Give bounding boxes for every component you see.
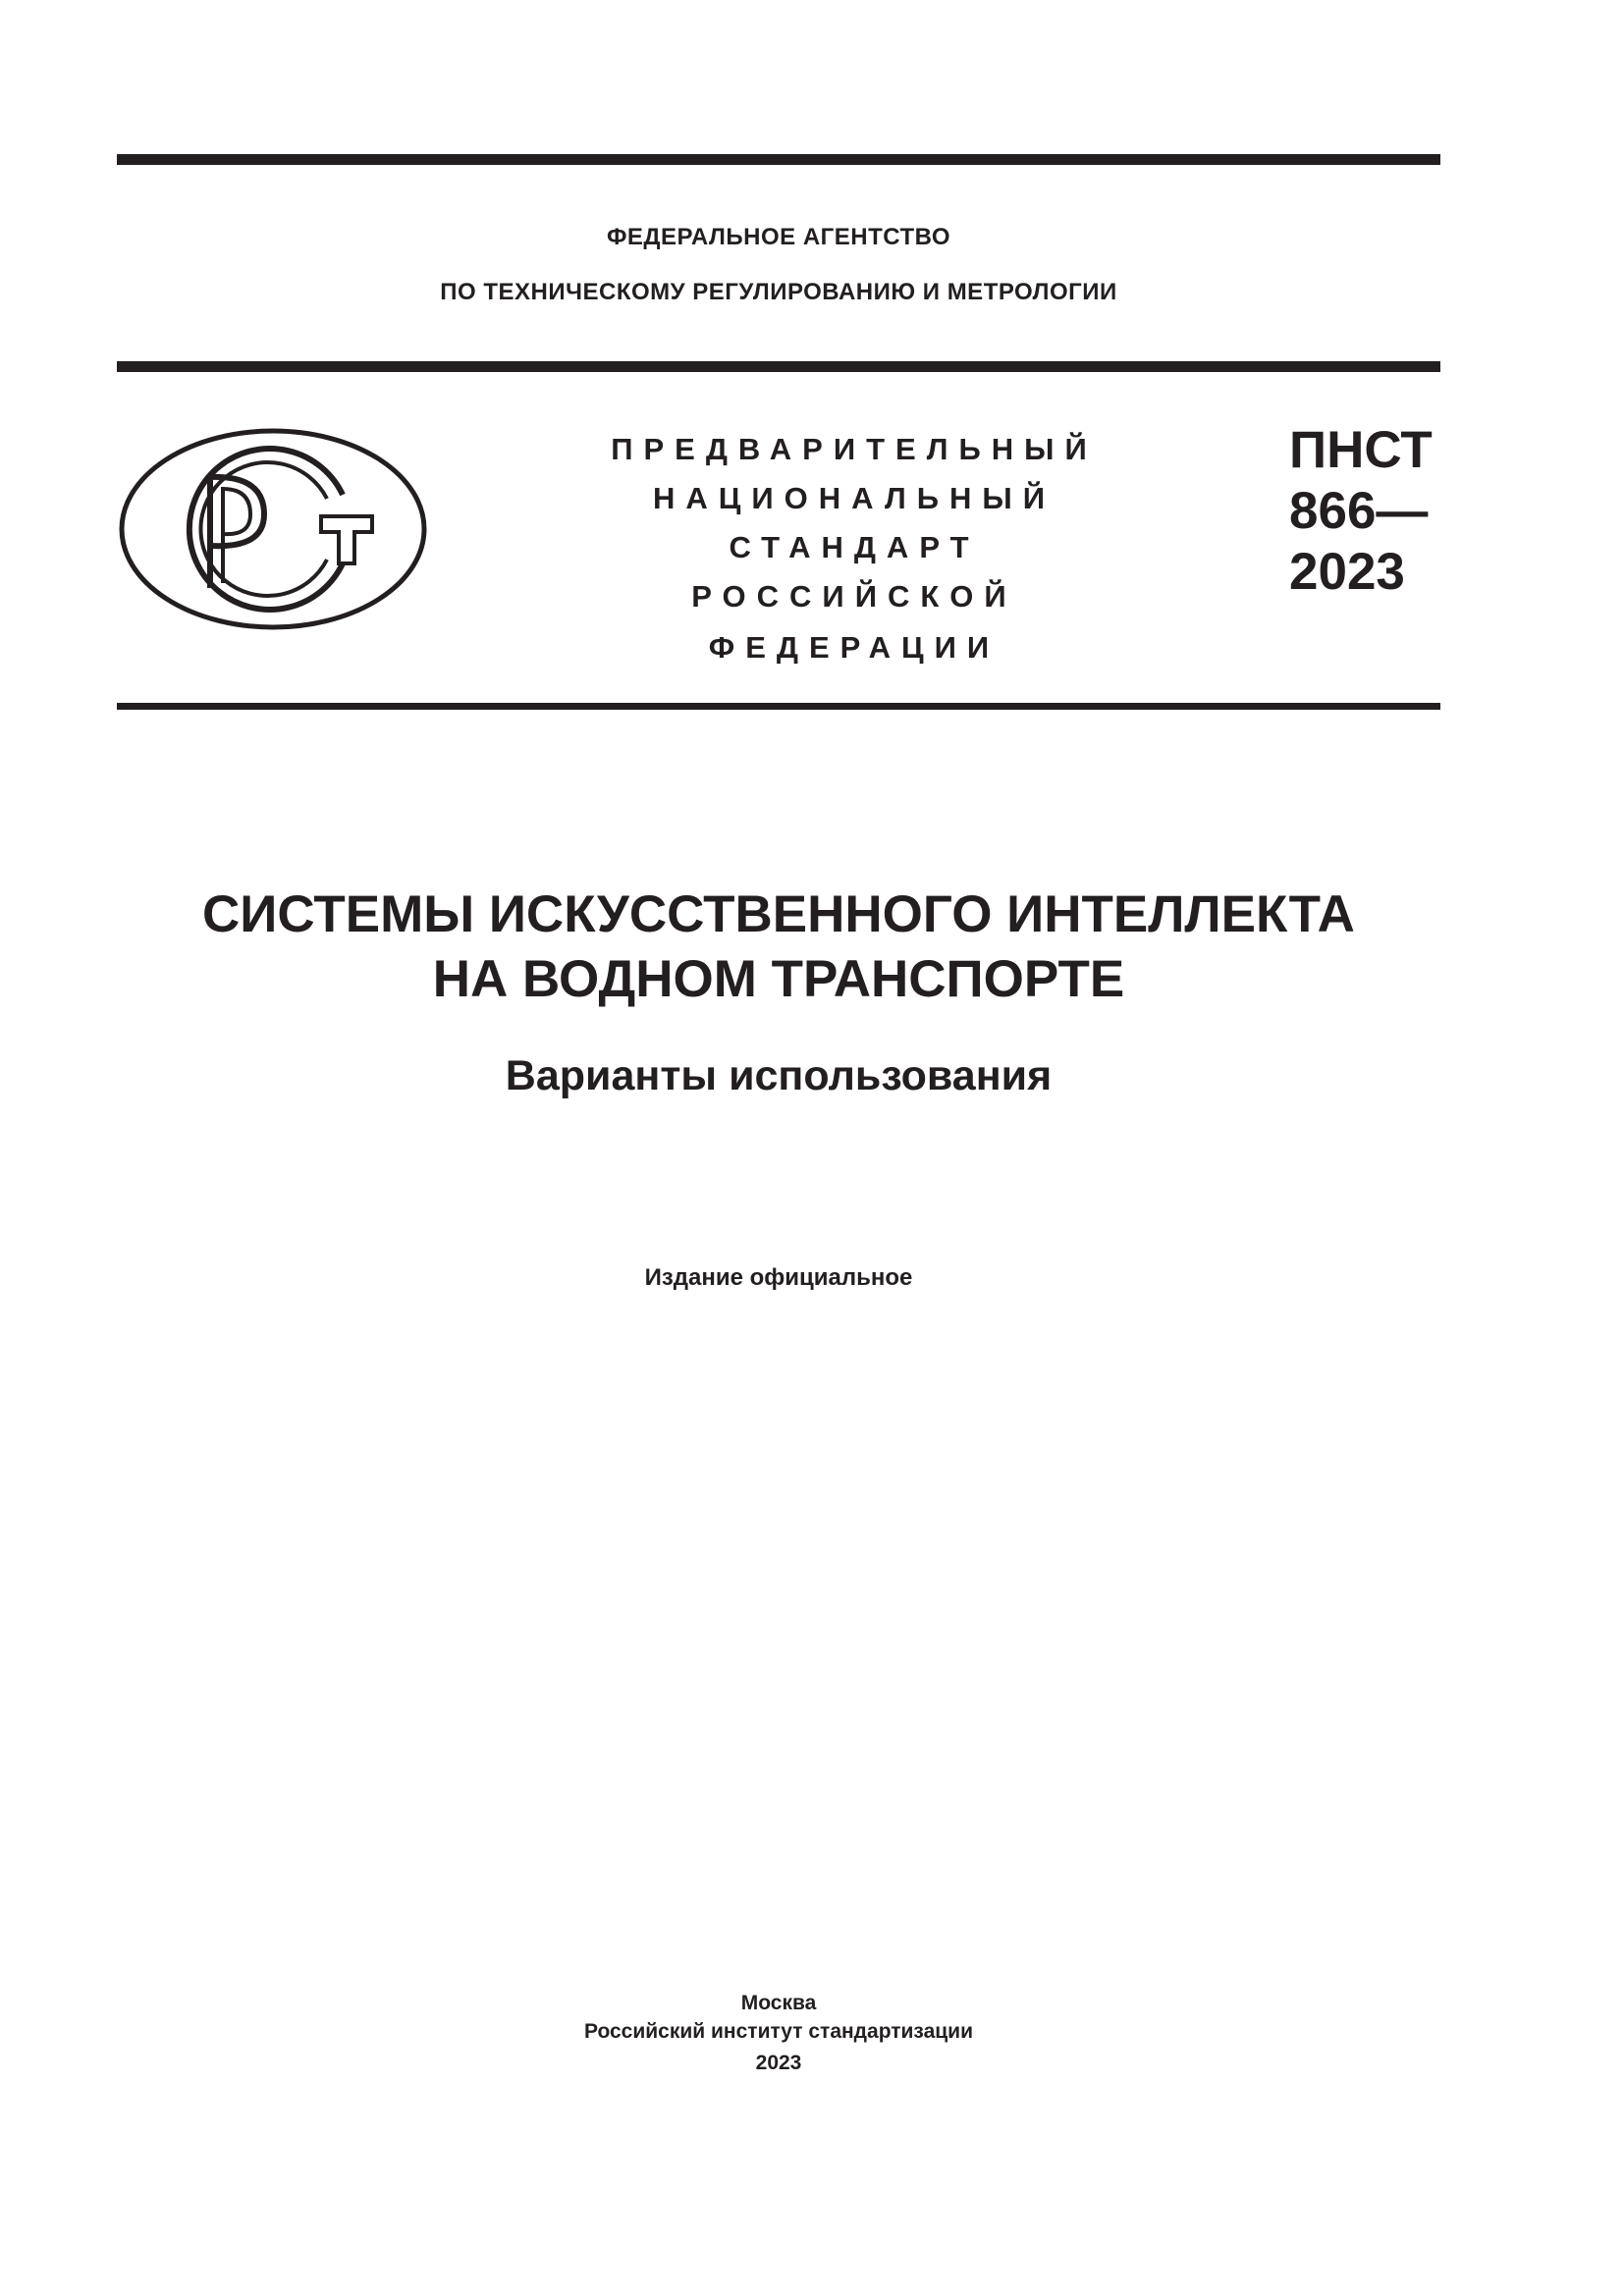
designation-year: 2023 [1289, 543, 1405, 601]
document-subtitle: Варианты использования [505, 1052, 1053, 1099]
imprint-year: 2023 [755, 2052, 802, 2074]
agency-name-line2: ПО ТЕХНИЧЕСКОМУ РЕГУЛИРОВАНИЮ И МЕТРОЛОГИИ [440, 279, 1117, 305]
standard-designation [1289, 420, 1433, 603]
document-title-line1: СИСТЕМЫ ИСКУССТВЕННОГО ИНТЕЛЛЕКТА [202, 885, 1355, 943]
top-rule [117, 154, 1440, 165]
standard-type-line: ПРЕДВАРИТЕЛЬНЫЙ [611, 432, 1098, 466]
standard-type-line: РОССИЙСКОЙ [691, 579, 1017, 614]
designation-number: 866— [1289, 482, 1429, 540]
standard-type-line: СТАНДАРТ [729, 530, 980, 564]
header-rule [117, 361, 1440, 372]
standard-type-line: НАЦИОНАЛЬНЫЙ [652, 481, 1056, 515]
agency-name-line1: ФЕДЕРАЛЬНОЕ АГЕНТСТВО [606, 224, 951, 250]
standard-rule [117, 703, 1440, 710]
edition-label: Издание официальное [644, 1264, 913, 1291]
designation-prefix: ПНСТ [1289, 421, 1433, 479]
rst-mark-icon [117, 426, 429, 632]
document-title-line2: НА ВОДНОМ ТРАНСПОРТЕ [432, 950, 1125, 1008]
imprint-publisher: Российский институт стандартизации [583, 2020, 974, 2043]
imprint-city: Москва [740, 1992, 817, 2014]
standard-type-line: ФЕДЕРАЦИИ [708, 630, 1001, 665]
